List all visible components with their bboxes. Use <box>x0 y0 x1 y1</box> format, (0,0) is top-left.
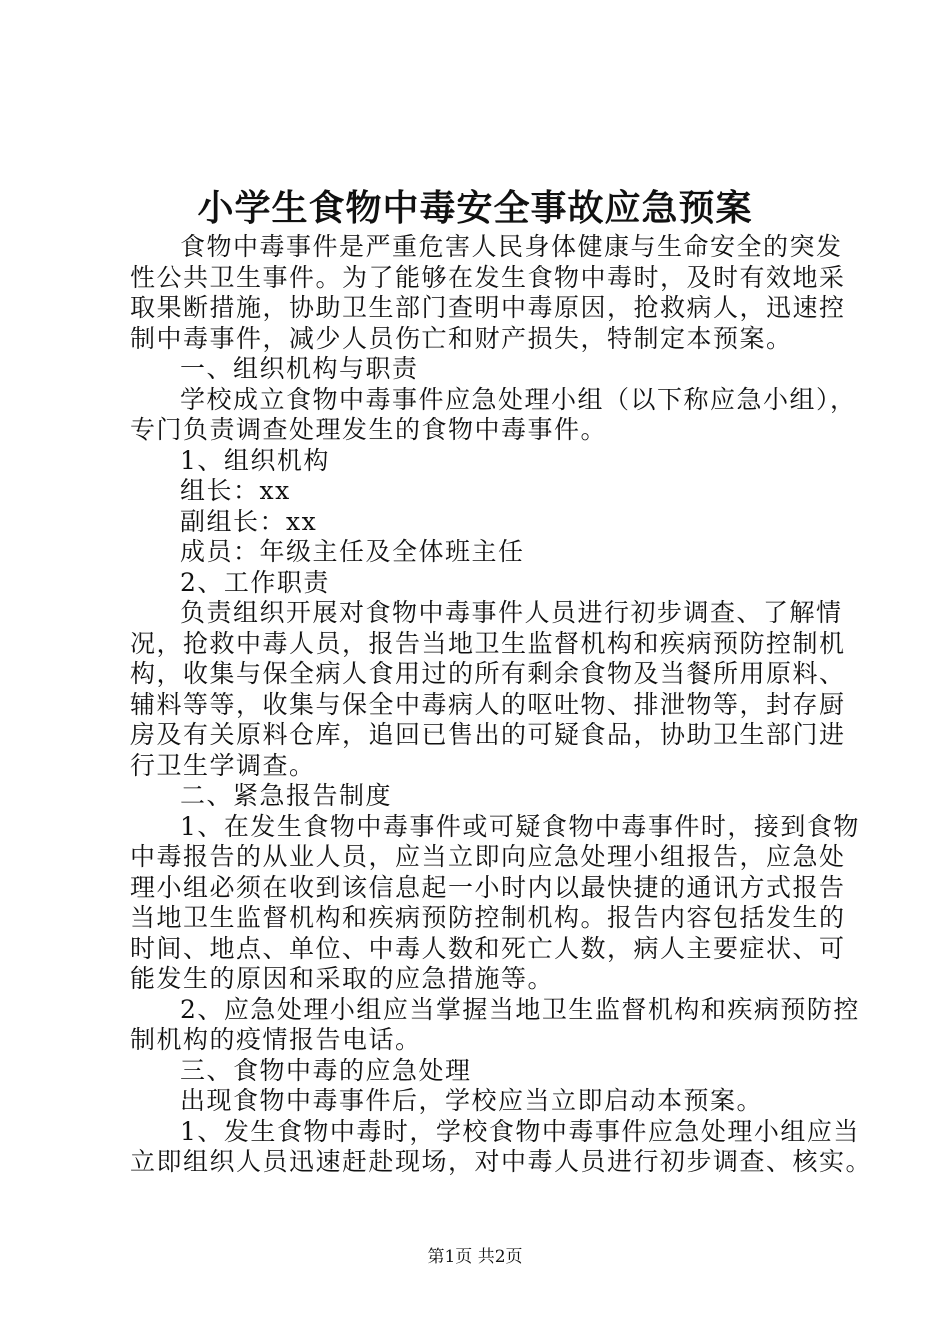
paragraph-line: 性公共卫生事件。为了能够在发生食物中毒时，及时有效地采 <box>130 262 846 292</box>
paragraph-line: 理小组必须在收到该信息起一小时内以最快捷的通讯方式报告 <box>130 872 846 902</box>
section-heading: 二、紧急报告制度 <box>180 781 393 810</box>
paragraph-line: 出现食物中毒事件后，学校应当立即启动本预案。 <box>180 1086 764 1115</box>
paragraph-line: 制机构的疫情报告电话。 <box>130 1025 422 1054</box>
paragraph-line: 负责组织开展对食物中毒事件人员进行初步调查、了解情 <box>180 598 843 627</box>
paragraph-line: 副组长：xx <box>180 506 318 536</box>
paragraph-line: 2、应急处理小组应当掌握当地卫生监督机构和疾病预防控 <box>180 994 860 1024</box>
paragraph-line: 专门负责调查处理发生的食物中毒事件。 <box>130 415 608 444</box>
paragraph-line: 房及有关原料仓库，追回已售出的可疑食品，协助卫生部门进 <box>130 720 846 749</box>
paragraph-line: 况，抢救中毒人员，报告当地卫生监督机构和疾病预防控制机 <box>130 628 846 658</box>
subsection-heading: 1、组织机构 <box>180 445 330 475</box>
paragraph-line: 成员：年级主任及全体班主任 <box>180 537 525 566</box>
paragraph-line: 当地卫生监督机构和疾病预防控制机构。报告内容包括发生的 <box>130 903 846 932</box>
paragraph-line: 中毒报告的从业人员，应当立即向应急处理小组报告，应急处 <box>130 842 846 871</box>
paragraph-line: 学校成立食物中毒事件应急处理小组（以下称应急小组）， <box>180 384 857 414</box>
paragraph-line: 取果断措施，协助卫生部门查明中毒原因，抢救病人，迅速控 <box>130 293 846 322</box>
paragraph-line: 辅料等等，收集与保全中毒病人的呕吐物、排泄物等，封存厨 <box>130 689 846 719</box>
page-number: 第1页 共2页 <box>427 1247 523 1267</box>
section-heading: 三、食物中毒的应急处理 <box>180 1055 472 1085</box>
document-body <box>130 232 873 1178</box>
paragraph-line: 能发生的原因和采取的应急措施等。 <box>130 964 555 993</box>
document-title: 小学生食物中毒安全事故应急预案 <box>197 187 753 229</box>
paragraph-line: 组长：xx <box>180 476 291 505</box>
paragraph-line: 立即组织人员迅速赶赴现场，对中毒人员进行初步调查、核实。 <box>130 1147 873 1176</box>
paragraph-line: 1、发生食物中毒时，学校食物中毒事件应急处理小组应当 <box>180 1116 860 1146</box>
paragraph-line: 构，收集与保全病人食用过的所有剩余食物及当餐所用原料、 <box>130 659 846 688</box>
paragraph-line: 制中毒事件，减少人员伤亡和财产损失，特制定本预案。 <box>130 323 793 353</box>
paragraph-line: 1、在发生食物中毒事件或可疑食物中毒事件时，接到食物 <box>180 811 860 841</box>
paragraph-line: 时间、地点、单位、中毒人数和死亡人数，病人主要症状、可 <box>130 933 846 963</box>
paragraph-line: 食物中毒事件是严重危害人民身体健康与生命安全的突发 <box>180 232 843 261</box>
section-heading: 一、组织机构与职责 <box>180 354 419 383</box>
paragraph-line: 行卫生学调查。 <box>130 750 316 780</box>
subsection-heading: 2、工作职责 <box>180 567 330 597</box>
